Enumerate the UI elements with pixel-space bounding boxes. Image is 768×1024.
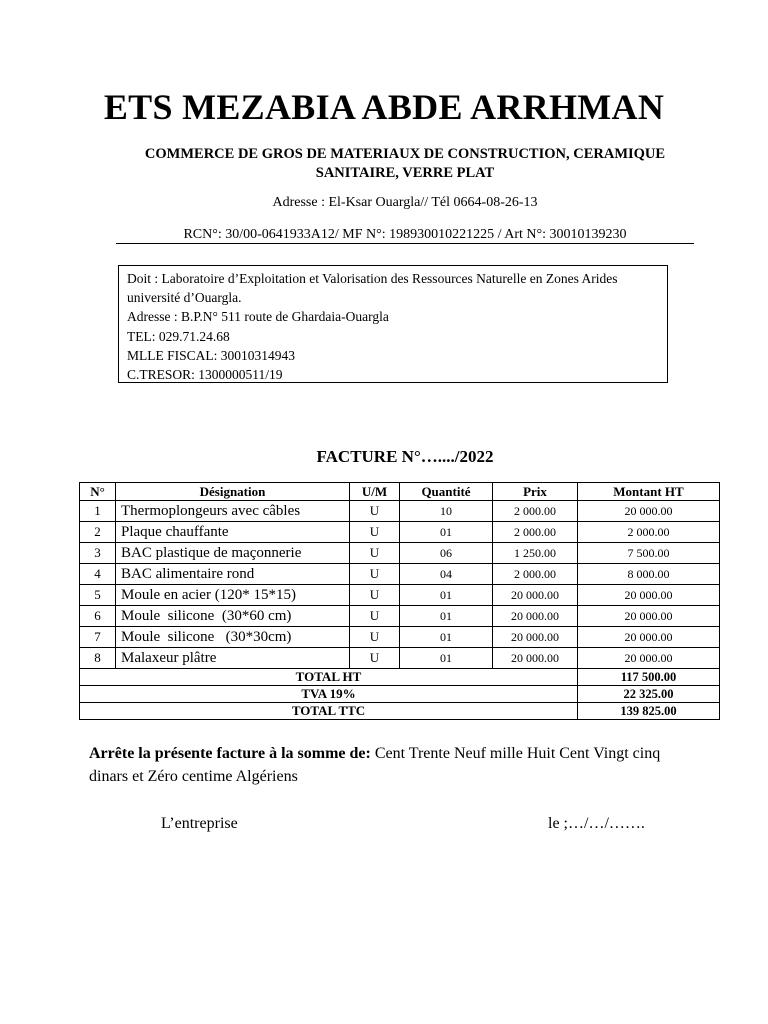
row-unit: U <box>350 543 400 564</box>
tva-label: TVA 19% <box>80 686 578 703</box>
table-header-row <box>80 483 720 501</box>
row-designation: Moule silicone (30*60 cm) <box>116 606 350 627</box>
row-quantity: 04 <box>400 564 493 585</box>
header-rule <box>116 243 694 244</box>
row-quantity: 01 <box>400 522 493 543</box>
row-amount: 20 000.00 <box>578 627 720 648</box>
table-row <box>80 606 720 627</box>
total-ttc-label: TOTAL TTC <box>80 703 578 720</box>
row-num: 4 <box>80 564 116 585</box>
company-ids: RCN°: 30/00-0641933A12/ MF N°: 198930010221225 / Art N°: 30010139230 <box>183 227 627 242</box>
tva-value: 22 325.00 <box>578 686 720 703</box>
amount-in-words <box>89 742 689 788</box>
row-unit: U <box>350 627 400 648</box>
row-unit: U <box>350 648 400 669</box>
table-row <box>80 564 720 585</box>
company-activity: COMMERCE DE GROS DE MATERIAUX DE CONSTRUCTION, CERAMIQUE SANITAIRE, VERRE PLAT <box>144 146 666 181</box>
row-designation: Thermoplongeurs avec câbles <box>116 501 350 522</box>
row-unit: U <box>350 606 400 627</box>
row-price: 20 000.00 <box>493 606 578 627</box>
total-ht-value: 117 500.00 <box>578 669 720 686</box>
total-ht-row <box>80 669 720 686</box>
row-amount: 20 000.00 <box>578 648 720 669</box>
total-ttc-value: 139 825.00 <box>578 703 720 720</box>
row-amount: 7 500.00 <box>578 543 720 564</box>
items-table <box>79 482 720 720</box>
header-amount: Montant HT <box>578 483 720 501</box>
total-ttc-row <box>80 703 720 720</box>
row-num: 7 <box>80 627 116 648</box>
signature-label: L’entreprise <box>161 815 238 832</box>
table-row <box>80 501 720 522</box>
row-quantity: 10 <box>400 501 493 522</box>
table-row <box>80 522 720 543</box>
row-num: 1 <box>80 501 116 522</box>
amount-label: Arrête la présente facture à la somme de: <box>89 745 371 762</box>
header-unit: U/M <box>350 483 400 501</box>
row-unit: U <box>350 564 400 585</box>
row-amount: 20 000.00 <box>578 585 720 606</box>
row-unit: U <box>350 501 400 522</box>
row-quantity: 06 <box>400 543 493 564</box>
row-amount: 2 000.00 <box>578 522 720 543</box>
row-price: 20 000.00 <box>493 627 578 648</box>
row-designation: Plaque chauffante <box>116 522 350 543</box>
table-row <box>80 627 720 648</box>
row-num: 5 <box>80 585 116 606</box>
row-amount: 20 000.00 <box>578 606 720 627</box>
row-designation: Moule en acier (120* 15*15) <box>116 585 350 606</box>
date-line: le ;…/…/……. <box>548 815 645 832</box>
row-num: 2 <box>80 522 116 543</box>
row-quantity: 01 <box>400 648 493 669</box>
row-designation: Malaxeur plâtre <box>116 648 350 669</box>
row-price: 1 250.00 <box>493 543 578 564</box>
client-doit: Doit : Laboratoire d’Exploitation et Valorisation des Ressources Naturelle en Zones Arides université d’Ouargla. <box>127 271 618 306</box>
row-num: 3 <box>80 543 116 564</box>
row-price: 2 000.00 <box>493 501 578 522</box>
table-row <box>80 648 720 669</box>
amount-words-text: Cent Trente Neuf mille Huit Cent Vingt cinq dinars et Zéro centime Algériens <box>89 745 661 785</box>
row-unit: U <box>350 522 400 543</box>
table-row <box>80 543 720 564</box>
client-mlle-fiscal: MLLE FISCAL: 30010314943 <box>127 347 296 363</box>
header-quantity: Quantité <box>400 483 493 501</box>
tva-row <box>80 686 720 703</box>
client-tel: TEL: 029.71.24.68 <box>127 328 230 344</box>
header-num: N° <box>80 483 116 501</box>
row-quantity: 01 <box>400 585 493 606</box>
row-quantity: 01 <box>400 627 493 648</box>
row-price: 20 000.00 <box>493 648 578 669</box>
row-price: 20 000.00 <box>493 585 578 606</box>
row-designation: Moule silicone (30*30cm) <box>116 627 350 648</box>
row-num: 6 <box>80 606 116 627</box>
client-address: Adresse : B.P.N° 511 route de Ghardaia-Ouargla <box>127 309 389 325</box>
row-designation: BAC alimentaire rond <box>116 564 350 585</box>
company-name: ETS MEZABIA ABDE ARRHMAN <box>103 87 665 127</box>
row-quantity: 01 <box>400 606 493 627</box>
row-amount: 20 000.00 <box>578 501 720 522</box>
total-ht-label: TOTAL HT <box>80 669 578 686</box>
table-row <box>80 585 720 606</box>
header-designation: Désignation <box>116 483 350 501</box>
header-price: Prix <box>493 483 578 501</box>
invoice-title: FACTURE N°…..../2022 <box>316 447 494 466</box>
row-unit: U <box>350 585 400 606</box>
row-designation: BAC plastique de maçonnerie <box>116 543 350 564</box>
row-price: 2 000.00 <box>493 522 578 543</box>
row-amount: 8 000.00 <box>578 564 720 585</box>
row-price: 2 000.00 <box>493 564 578 585</box>
client-box <box>118 265 668 383</box>
row-num: 8 <box>80 648 116 669</box>
company-address: Adresse : El-Ksar Ouargla// Tél 0664-08-26-13 <box>272 195 538 210</box>
client-tresor: C.TRESOR: 1300000511/19 <box>127 367 283 383</box>
